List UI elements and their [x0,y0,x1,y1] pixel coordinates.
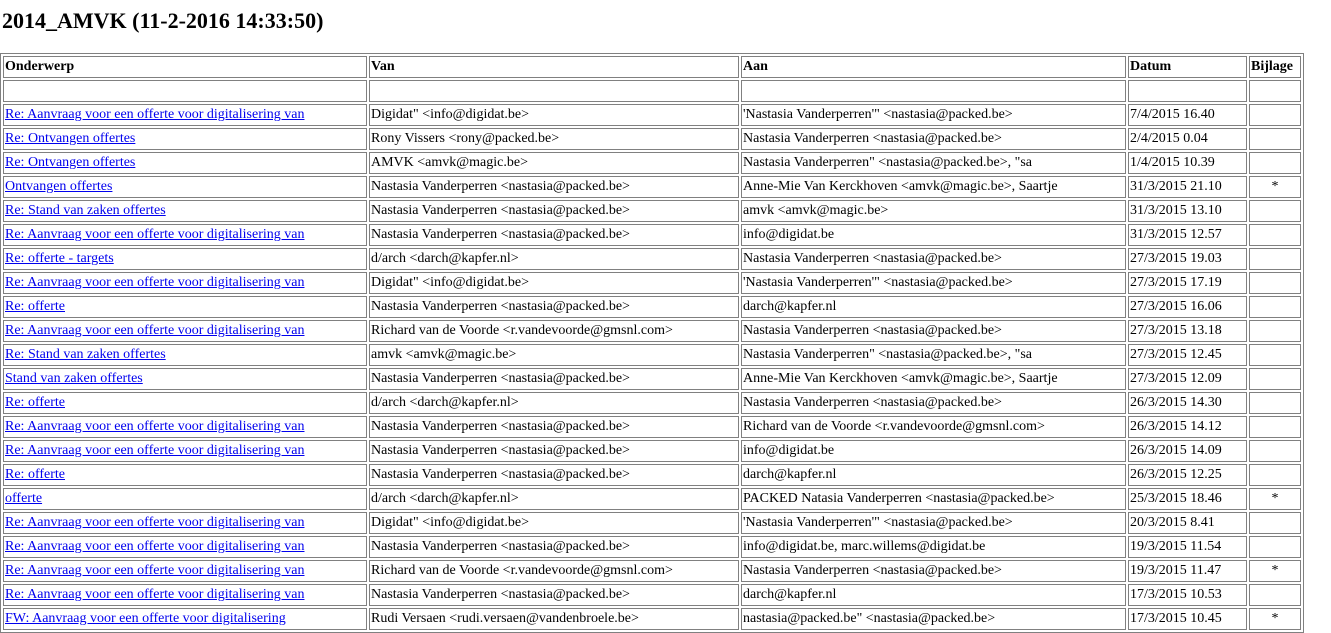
to-cell: 'Nastasia Vanderperren'" <nastasia@packed.be> [741,512,1126,534]
date-cell: 17/3/2015 10.45 [1128,608,1247,630]
from-cell: Richard van de Voorde <r.vandevoorde@gmsnl.com> [369,560,739,582]
from-cell: Nastasia Vanderperren <nastasia@packed.be> [369,296,739,318]
to-cell: Nastasia Vanderperren <nastasia@packed.be> [741,320,1126,342]
message-table-container [0,53,1304,633]
date-cell: 27/3/2015 13.18 [1128,320,1247,342]
from-cell: Digidat" <info@digidat.be> [369,512,739,534]
table-row [3,512,1301,534]
to-cell: 'Nastasia Vanderperren'" <nastasia@packed.be> [741,272,1126,294]
to-cell: Richard van de Voorde <r.vandevoorde@gmsnl.com> [741,416,1126,438]
date-cell: 26/3/2015 14.12 [1128,416,1247,438]
table-row [3,368,1301,390]
to-cell: Nastasia Vanderperren <nastasia@packed.be> [741,560,1126,582]
subject-cell [3,176,367,198]
to-cell: info@digidat.be, marc.willems@digidat.be [741,536,1126,558]
attachment-cell [1249,104,1301,126]
subject-link[interactable]: Re: Aanvraag voor een offerte voor digitalisering van [5,563,305,578]
attachment-cell [1249,368,1301,390]
subject-cell [3,416,367,438]
to-cell: Nastasia Vanderperren <nastasia@packed.be> [741,392,1126,414]
subject-link[interactable]: Re: offerte [5,299,65,314]
from-cell: d/arch <darch@kapfer.nl> [369,488,739,510]
subject-link[interactable]: Re: Aanvraag voor een offerte voor digitalisering van [5,587,305,602]
header-date: Datum [1128,56,1247,78]
subject-cell [3,248,367,270]
from-cell: Nastasia Vanderperren <nastasia@packed.be> [369,416,739,438]
subject-link[interactable]: Re: Aanvraag voor een offerte voor digitalisering van [5,107,305,122]
table-row [3,464,1301,486]
from-cell: Digidat" <info@digidat.be> [369,272,739,294]
date-cell: 26/3/2015 14.09 [1128,440,1247,462]
filter-cell-to [741,80,1126,102]
subject-link[interactable]: Re: Aanvraag voor een offerte voor digitalisering van [5,227,305,242]
table-row [3,320,1301,342]
table-row [3,560,1301,582]
subject-link[interactable]: Re: Aanvraag voor een offerte voor digitalisering van [5,443,305,458]
date-cell: 19/3/2015 11.54 [1128,536,1247,558]
subject-cell [3,296,367,318]
subject-link[interactable]: Re: Ontvangen offertes [5,155,136,170]
header-from: Van [369,56,739,78]
table-row [3,536,1301,558]
table-row [3,392,1301,414]
attachment-cell [1249,440,1301,462]
date-cell: 20/3/2015 8.41 [1128,512,1247,534]
attachment-cell [1249,536,1301,558]
attachment-cell [1249,512,1301,534]
date-cell: 31/3/2015 21.10 [1128,176,1247,198]
subject-link[interactable]: Re: Aanvraag voor een offerte voor digitalisering van [5,323,305,338]
attachment-cell [1249,416,1301,438]
to-cell: nastasia@packed.be" <nastasia@packed.be> [741,608,1126,630]
subject-link[interactable]: FW: Aanvraag voor een offerte voor digitalisering [5,611,286,626]
subject-link[interactable]: Stand van zaken offertes [5,371,143,386]
table-row [3,104,1301,126]
to-cell: Anne-Mie Van Kerckhoven <amvk@magic.be>, Saartje [741,176,1126,198]
table-row [3,296,1301,318]
header-attachment: Bijlage [1249,56,1301,78]
subject-cell [3,560,367,582]
table-row [3,608,1301,630]
header-to: Aan [741,56,1126,78]
from-cell: Nastasia Vanderperren <nastasia@packed.be> [369,176,739,198]
subject-cell [3,224,367,246]
subject-link[interactable]: Re: offerte - targets [5,251,114,266]
attachment-cell [1249,584,1301,606]
subject-cell [3,512,367,534]
filter-cell-attachment [1249,80,1301,102]
subject-cell [3,608,367,630]
subject-link[interactable]: Re: Aanvraag voor een offerte voor digitalisering van [5,275,305,290]
attachment-cell: * [1249,488,1301,510]
from-cell: Nastasia Vanderperren <nastasia@packed.be> [369,224,739,246]
table-row [3,128,1301,150]
date-cell: 26/3/2015 14.30 [1128,392,1247,414]
from-cell: Nastasia Vanderperren <nastasia@packed.be> [369,440,739,462]
attachment-cell [1249,464,1301,486]
filter-cell-date [1128,80,1247,102]
page-title: 2014_AMVK (11-2-2016 14:33:50) [2,8,324,33]
subject-cell [3,152,367,174]
subject-link[interactable]: Re: Aanvraag voor een offerte voor digitalisering van [5,539,305,554]
to-cell: darch@kapfer.nl [741,584,1126,606]
subject-link[interactable]: Re: Stand van zaken offertes [5,203,166,218]
filter-cell-subject [3,80,367,102]
from-cell: Nastasia Vanderperren <nastasia@packed.be> [369,536,739,558]
table-row [3,224,1301,246]
table-row [3,272,1301,294]
table-row [3,488,1301,510]
attachment-cell [1249,200,1301,222]
subject-cell [3,536,367,558]
subject-link[interactable]: Ontvangen offertes [5,179,113,194]
subject-link[interactable]: Re: Aanvraag voor een offerte voor digitalisering van [5,419,305,434]
to-cell: Nastasia Vanderperren" <nastasia@packed.be>, "sa [741,344,1126,366]
table-row [3,584,1301,606]
subject-cell [3,104,367,126]
date-cell: 27/3/2015 16.06 [1128,296,1247,318]
table-row [3,344,1301,366]
to-cell: Nastasia Vanderperren" <nastasia@packed.be>, "sa [741,152,1126,174]
date-cell: 7/4/2015 16.40 [1128,104,1247,126]
from-cell: Rony Vissers <rony@packed.be> [369,128,739,150]
subject-cell [3,368,367,390]
table-row [3,248,1301,270]
attachment-cell [1249,344,1301,366]
to-cell: darch@kapfer.nl [741,464,1126,486]
to-cell: PACKED Natasia Vanderperren <nastasia@packed.be> [741,488,1126,510]
subject-link[interactable]: Re: Aanvraag voor een offerte voor digitalisering van [5,515,305,530]
from-cell: d/arch <darch@kapfer.nl> [369,392,739,414]
from-cell: Nastasia Vanderperren <nastasia@packed.be> [369,368,739,390]
table-row [3,200,1301,222]
date-cell: 31/3/2015 12.57 [1128,224,1247,246]
from-cell: Rudi Versaen <rudi.versaen@vandenbroele.be> [369,608,739,630]
to-cell: darch@kapfer.nl [741,296,1126,318]
date-cell: 1/4/2015 10.39 [1128,152,1247,174]
from-cell: Nastasia Vanderperren <nastasia@packed.be> [369,200,739,222]
subject-cell [3,440,367,462]
date-cell: 27/3/2015 12.09 [1128,368,1247,390]
date-cell: 17/3/2015 10.53 [1128,584,1247,606]
date-cell: 25/3/2015 18.46 [1128,488,1247,510]
to-cell: Anne-Mie Van Kerckhoven <amvk@magic.be>, Saartje [741,368,1126,390]
attachment-cell: * [1249,560,1301,582]
subject-cell [3,344,367,366]
date-cell: 31/3/2015 13.10 [1128,200,1247,222]
to-cell: Nastasia Vanderperren <nastasia@packed.be> [741,128,1126,150]
subject-cell [3,320,367,342]
from-cell: Richard van de Voorde <r.vandevoorde@gmsnl.com> [369,320,739,342]
subject-link[interactable]: Re: Stand van zaken offertes [5,347,166,362]
attachment-cell: * [1249,176,1301,198]
date-cell: 27/3/2015 12.45 [1128,344,1247,366]
attachment-cell [1249,392,1301,414]
date-cell: 27/3/2015 17.19 [1128,272,1247,294]
from-cell: amvk <amvk@magic.be> [369,344,739,366]
date-cell: 19/3/2015 11.47 [1128,560,1247,582]
attachment-cell [1249,296,1301,318]
subject-link[interactable]: Re: offerte [5,395,65,410]
from-cell: d/arch <darch@kapfer.nl> [369,248,739,270]
from-cell: Nastasia Vanderperren <nastasia@packed.be> [369,464,739,486]
subject-cell [3,272,367,294]
from-cell: AMVK <amvk@magic.be> [369,152,739,174]
to-cell: info@digidat.be [741,440,1126,462]
date-cell: 27/3/2015 19.03 [1128,248,1247,270]
attachment-cell [1249,152,1301,174]
attachment-cell [1249,248,1301,270]
message-table [0,53,1304,633]
filter-row [3,80,1301,102]
subject-cell [3,128,367,150]
table-row [3,176,1301,198]
from-cell: Nastasia Vanderperren <nastasia@packed.be> [369,584,739,606]
date-cell: 2/4/2015 0.04 [1128,128,1247,150]
attachment-cell [1249,224,1301,246]
attachment-cell: * [1249,608,1301,630]
table-row [3,416,1301,438]
table-row [3,440,1301,462]
attachment-cell [1249,272,1301,294]
date-cell: 26/3/2015 12.25 [1128,464,1247,486]
subject-cell [3,464,367,486]
subject-cell [3,488,367,510]
attachment-cell [1249,320,1301,342]
from-cell: Digidat" <info@digidat.be> [369,104,739,126]
to-cell: amvk <amvk@magic.be> [741,200,1126,222]
subject-cell [3,392,367,414]
attachment-cell [1249,128,1301,150]
subject-cell [3,584,367,606]
subject-link[interactable]: offerte [5,491,43,506]
table-row [3,152,1301,174]
header-subject: Onderwerp [3,56,367,78]
filter-cell-from [369,80,739,102]
header-row [3,56,1301,78]
to-cell: 'Nastasia Vanderperren'" <nastasia@packed.be> [741,104,1126,126]
to-cell: Nastasia Vanderperren <nastasia@packed.be> [741,248,1126,270]
subject-link[interactable]: Re: offerte [5,467,65,482]
subject-cell [3,200,367,222]
subject-link[interactable]: Re: Ontvangen offertes [5,131,136,146]
to-cell: info@digidat.be [741,224,1126,246]
